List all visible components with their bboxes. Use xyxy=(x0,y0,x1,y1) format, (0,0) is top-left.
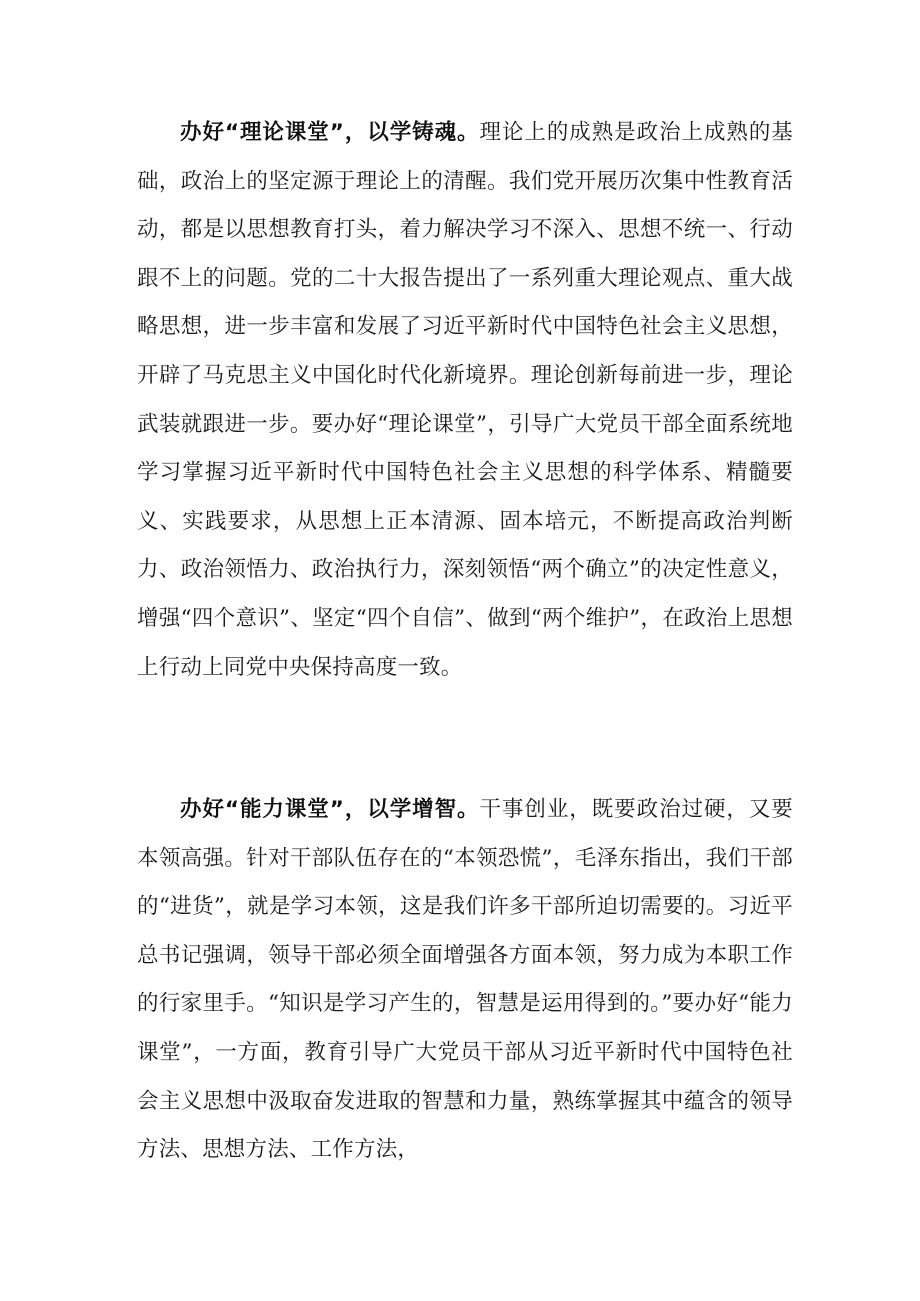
paragraph-ability-classroom xyxy=(137,786,793,1175)
paragraph-body: 干事创业，既要政治过硬，又要本领高强。针对干部队伍存在的“本领恐慌”，毛泽东指出，我们干部的“进货”，就是学习本领，这是我们许多干部所迫切需要的。习近平总书记强调，领导干部必须全面增强各方面本领，努力成为本职工作的行家里手。“知识是学习产生的，智慧是运用得到的。”要办好“能力课堂”，一方面，教育引导广大党员干部从习近平新时代中国特色社会主义思想中汲取奋发进取的智慧和力量，熟练掌握其中蕴含的领导方法、思想方法、工作方法， xyxy=(137,797,793,1163)
paragraph-lead: 办好“能力课堂”，以学增智。 xyxy=(180,797,480,822)
paragraph-lead: 办好“理论课堂”，以学铸魂。 xyxy=(180,120,480,145)
paragraph-body: 理论上的成熟是政治上成熟的基础，政治上的坚定源于理论上的清醒。我们党开展历次集中性教育活动，都是以思想教育打头，着力解决学习不深入、思想不统一、行动跟不上的问题。党的二十大报告提出了一系列重大理论观点、重大战略思想，进一步丰富和发展了习近平新时代中国特色社会主义思想，开辟了马克思主义中国化时代化新境界。理论创新每前进一步，理论武装就跟进一步。要办好“理论课堂”，引导广大党员干部全面系统地学习掌握习近平新时代中国特色社会主义思想的科学体系、精髓要义、实践要求，从思想上正本清源、固本培元，不断提高政治判断力、政治领悟力、政治执行力，深刻领悟“两个确立”的决定性意义，增强“四个意识”、坚定“四个自信”、做到“两个维护”，在政治上思想上行动上同党中央保持高度一致。 xyxy=(137,120,793,680)
paragraph-theory-classroom xyxy=(137,109,793,692)
